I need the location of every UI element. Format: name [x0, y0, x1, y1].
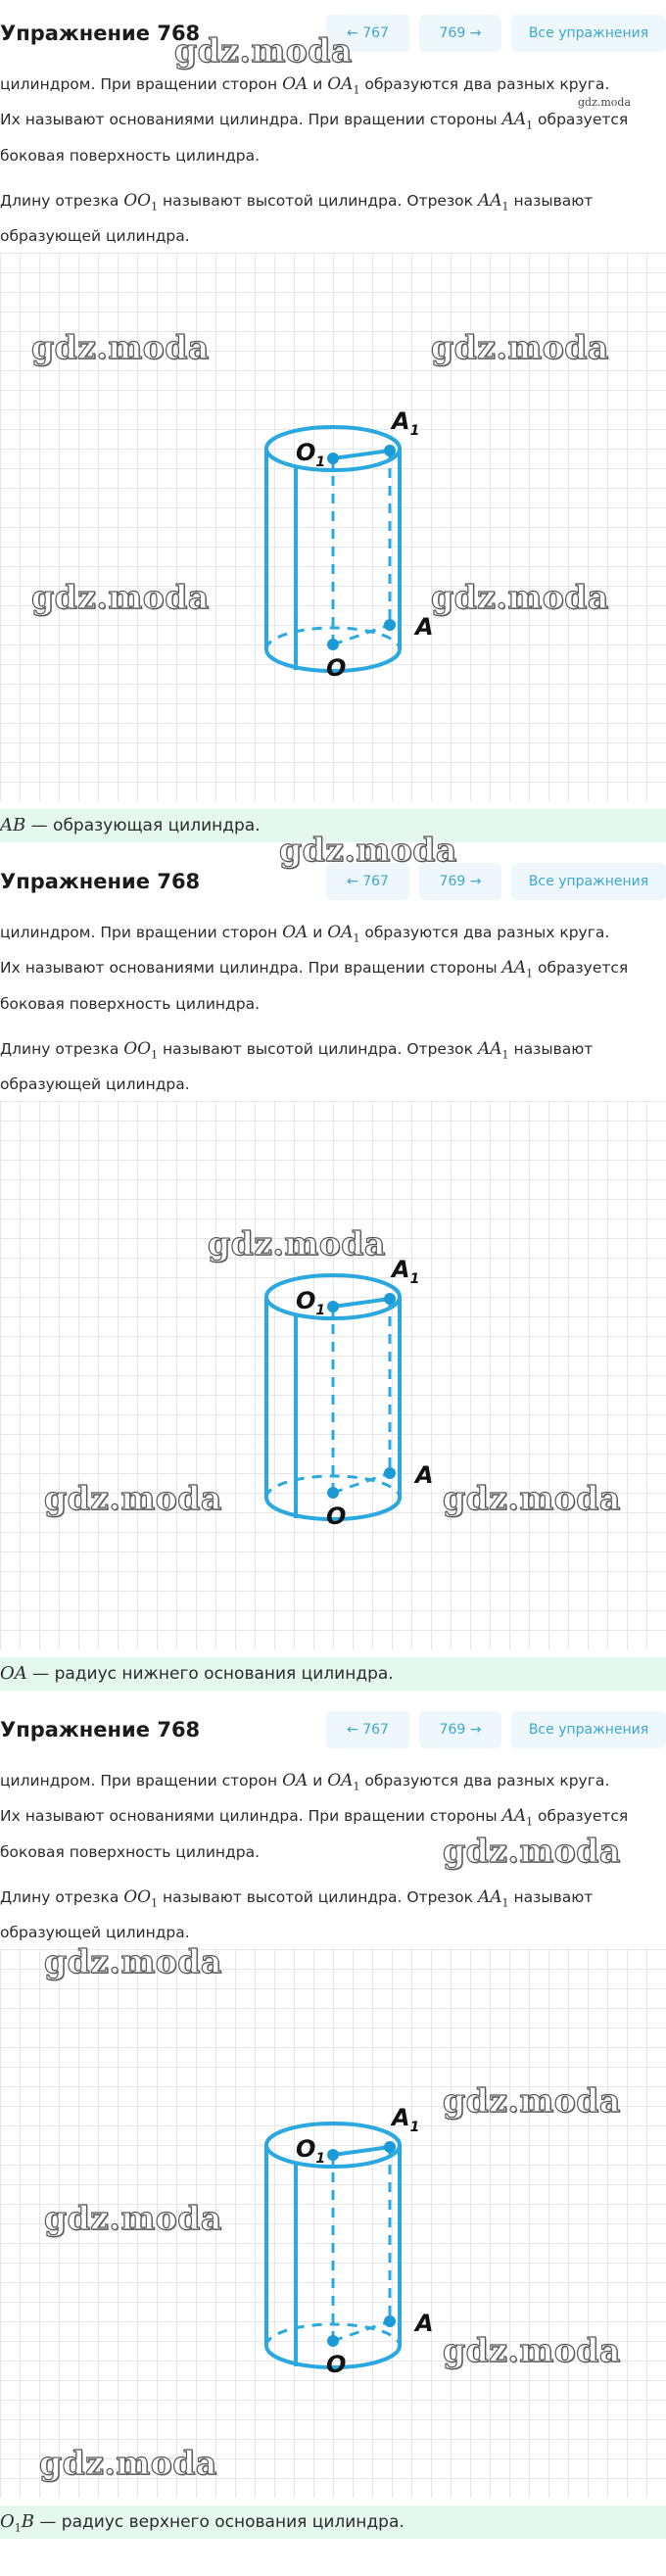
cylinder-drawing [0, 1101, 666, 1649]
label-A1: $A_1$ [392, 1256, 420, 1287]
watermark: gdz.moda [443, 1832, 621, 1870]
theory-line-2: Их называют основаниями цилиндра. При вращении стороны $AA_1$ образуется [0, 1806, 629, 1829]
exercise-section-2 [0, 848, 666, 1691]
next-exercise-button[interactable]: 769 → [419, 15, 501, 52]
point-O1 [327, 2149, 339, 2161]
exercise-section-1 [0, 0, 666, 842]
theory-line-1: цилиндром. При вращении сторон OA и $OA_1$ образуются два разных круга. [0, 923, 610, 945]
point-A1 [384, 1293, 396, 1305]
exercise-header [0, 1696, 666, 1765]
watermark: gdz.moda [431, 578, 609, 616]
theory-line-4: Длину отрезка $OO_1$ называют высотой цилиндра. Отрезок $AA_1$ называют [0, 1039, 594, 1062]
radius-bottom [333, 2321, 390, 2341]
watermark: gdz.moda [443, 2331, 621, 2369]
label-A1: $A_1$ [392, 2104, 420, 2135]
watermark: gdz.moda [431, 328, 609, 366]
label-A: A [415, 1461, 434, 1489]
exercise-title: Упражнение 768 [0, 870, 201, 893]
theory-line-2: Их называют основаниями цилиндра. При вращении стороны $AA_1$ образуется [0, 110, 629, 132]
radius-bottom [333, 1473, 390, 1493]
label-A: A [415, 2310, 434, 2337]
theory-line-5: образующей цилиндра. [0, 227, 190, 245]
theory-line-3: боковая поверхность цилиндра. [0, 995, 261, 1013]
cylinder-figure [0, 1101, 666, 1649]
watermark: gdz.moda [39, 2444, 217, 2482]
label-A1: $A_1$ [392, 407, 420, 439]
watermark: gdz.moda [44, 1479, 222, 1517]
watermark-small: gdz.moda [578, 96, 632, 109]
label-O: O [326, 1503, 347, 1530]
prev-exercise-button[interactable]: ← 767 [326, 1711, 409, 1748]
point-A [384, 1467, 396, 1479]
theory-line-2: Их называют основаниями цилиндра. При вращении стороны $AA_1$ образуется [0, 958, 629, 980]
watermark: gdz.moda [44, 1942, 222, 1980]
answer-line: AB — образующая цилиндра. [0, 809, 666, 842]
exercise-title: Упражнение 768 [0, 1718, 201, 1741]
radius-top [333, 1299, 390, 1307]
theory-line-3: боковая поверхность цилиндра. [0, 1843, 261, 1861]
theory-line-3: боковая поверхность цилиндра. [0, 147, 261, 165]
point-O1 [327, 1301, 339, 1312]
next-exercise-button[interactable]: 769 → [419, 863, 501, 900]
prev-exercise-button[interactable]: ← 767 [326, 15, 409, 52]
label-O1: $O_1$ [296, 1287, 326, 1318]
watermark: gdz.moda [279, 831, 457, 869]
answer-line: OA — радиус нижнего основания цилиндра. [0, 1657, 666, 1691]
watermark: gdz.moda [174, 31, 353, 70]
radius-top [333, 451, 390, 458]
point-A [384, 2315, 396, 2327]
radius-top [333, 2147, 390, 2155]
all-exercises-button[interactable]: Все упражнения [511, 1711, 666, 1748]
point-O [327, 2335, 339, 2347]
point-O1 [327, 453, 339, 464]
theory-line-1: цилиндром. При вращении сторон OA и $OA_1$ образуются два разных круга. [0, 1771, 610, 1793]
theory-line-5: образующей цилиндра. [0, 1075, 190, 1093]
answer-line: $O_1B$ — радиус верхнего основания цилиндра. [0, 2505, 666, 2539]
point-O [327, 639, 339, 650]
next-exercise-button[interactable]: 769 → [419, 1711, 501, 1748]
point-A1 [384, 445, 396, 456]
theory-line-4: Длину отрезка $OO_1$ называют высотой цилиндра. Отрезок $AA_1$ называют [0, 1887, 594, 1910]
watermark: gdz.moda [443, 2081, 621, 2120]
point-A1 [384, 2141, 396, 2153]
watermark: gdz.moda [208, 1224, 386, 1263]
prev-exercise-button[interactable]: ← 767 [326, 863, 409, 900]
watermark: gdz.moda [31, 328, 210, 366]
watermark: gdz.moda [443, 1479, 621, 1517]
watermark: gdz.moda [44, 2199, 222, 2237]
label-A: A [415, 613, 434, 641]
watermark: gdz.moda [31, 578, 210, 616]
theory-line-5: образующей цилиндра. [0, 1924, 190, 1941]
all-exercises-button[interactable]: Все упражнения [511, 15, 666, 52]
theory-line-4: Длину отрезка $OO_1$ называют высотой цилиндра. Отрезок $AA_1$ называют [0, 191, 594, 214]
all-exercises-button[interactable]: Все упражнения [511, 863, 666, 900]
point-O [327, 1487, 339, 1499]
label-O1: $O_1$ [296, 2135, 326, 2167]
radius-bottom [333, 625, 390, 644]
exercise-title: Упражнение 768 [0, 22, 201, 45]
point-A [384, 619, 396, 631]
label-O: O [326, 2351, 347, 2378]
theory-line-1: цилиндром. При вращении сторон OA и $OA_1$ образуются два разных круга. [0, 74, 610, 97]
label-O1: $O_1$ [296, 439, 326, 470]
label-O: O [326, 654, 347, 682]
